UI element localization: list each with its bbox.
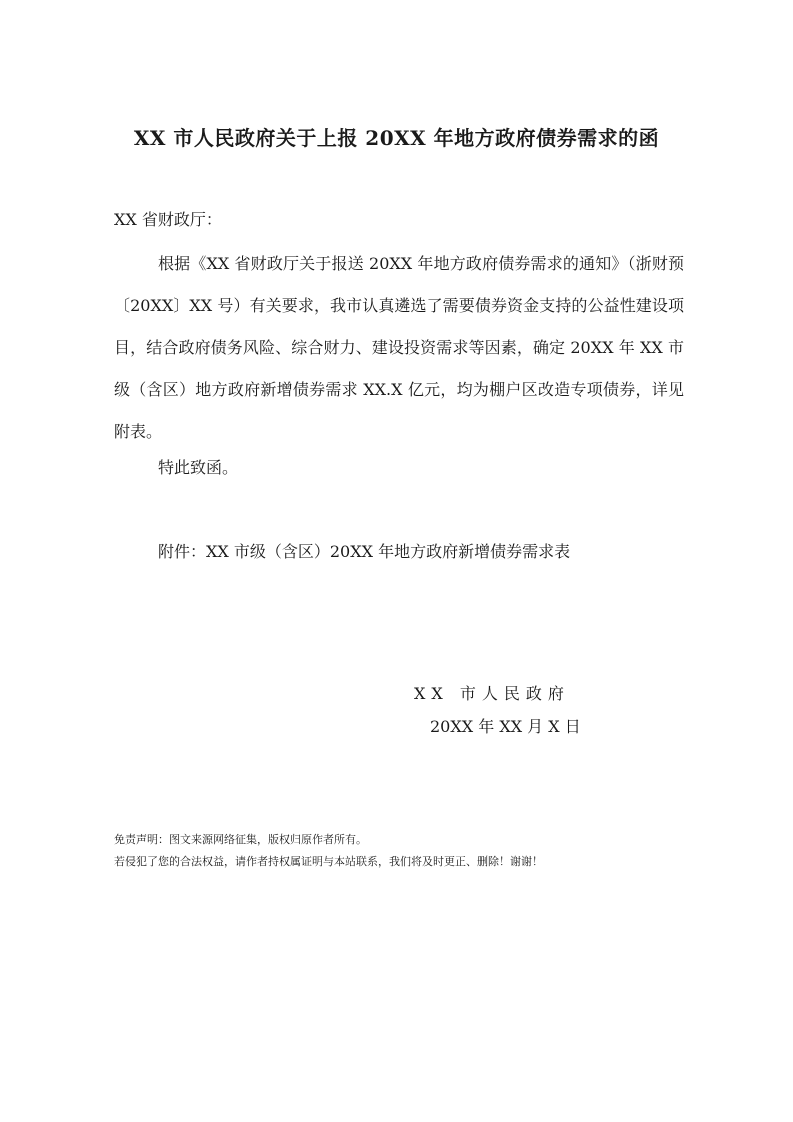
body-paragraph: 根据《XX 省财政厅关于报送 20XX 年地方政府债券需求的通知》（浙财预〔20XX〕XX 号）有关要求，我市认真遴选了需要债券资金支持的公益性建设项目，结合政府债务风险、综合财力、建设投资需求等因素，确定 20XX 年 XX 市级（含区）地方政府新增债券需求 XX.X 亿元，均为棚户区改造专项债券，详见附表。 (114, 254, 684, 441)
closing-remark: 特此致函。 (158, 458, 239, 477)
disclaimer-line-1: 免责声明：图文来源网络征集，版权归原作者所有。 (114, 833, 367, 846)
date-line: 20XX 年 XX 月 X 日 (430, 717, 581, 736)
attachment-note: 附件：XX 市级（含区）20XX 年地方政府新增债券需求表 (158, 542, 571, 561)
document-title: XX 市人民政府关于上报 20XX 年地方政府债券需求的函 (133, 126, 660, 150)
salutation: XX 省财政厅： (114, 210, 222, 229)
disclaimer (114, 829, 543, 873)
disclaimer-line-2: 若侵犯了您的合法权益，请作者持权属证明与本站联系，我们将及时更正、删除！谢谢！ (114, 855, 543, 868)
signature: XX 市人民政府 (414, 684, 570, 703)
